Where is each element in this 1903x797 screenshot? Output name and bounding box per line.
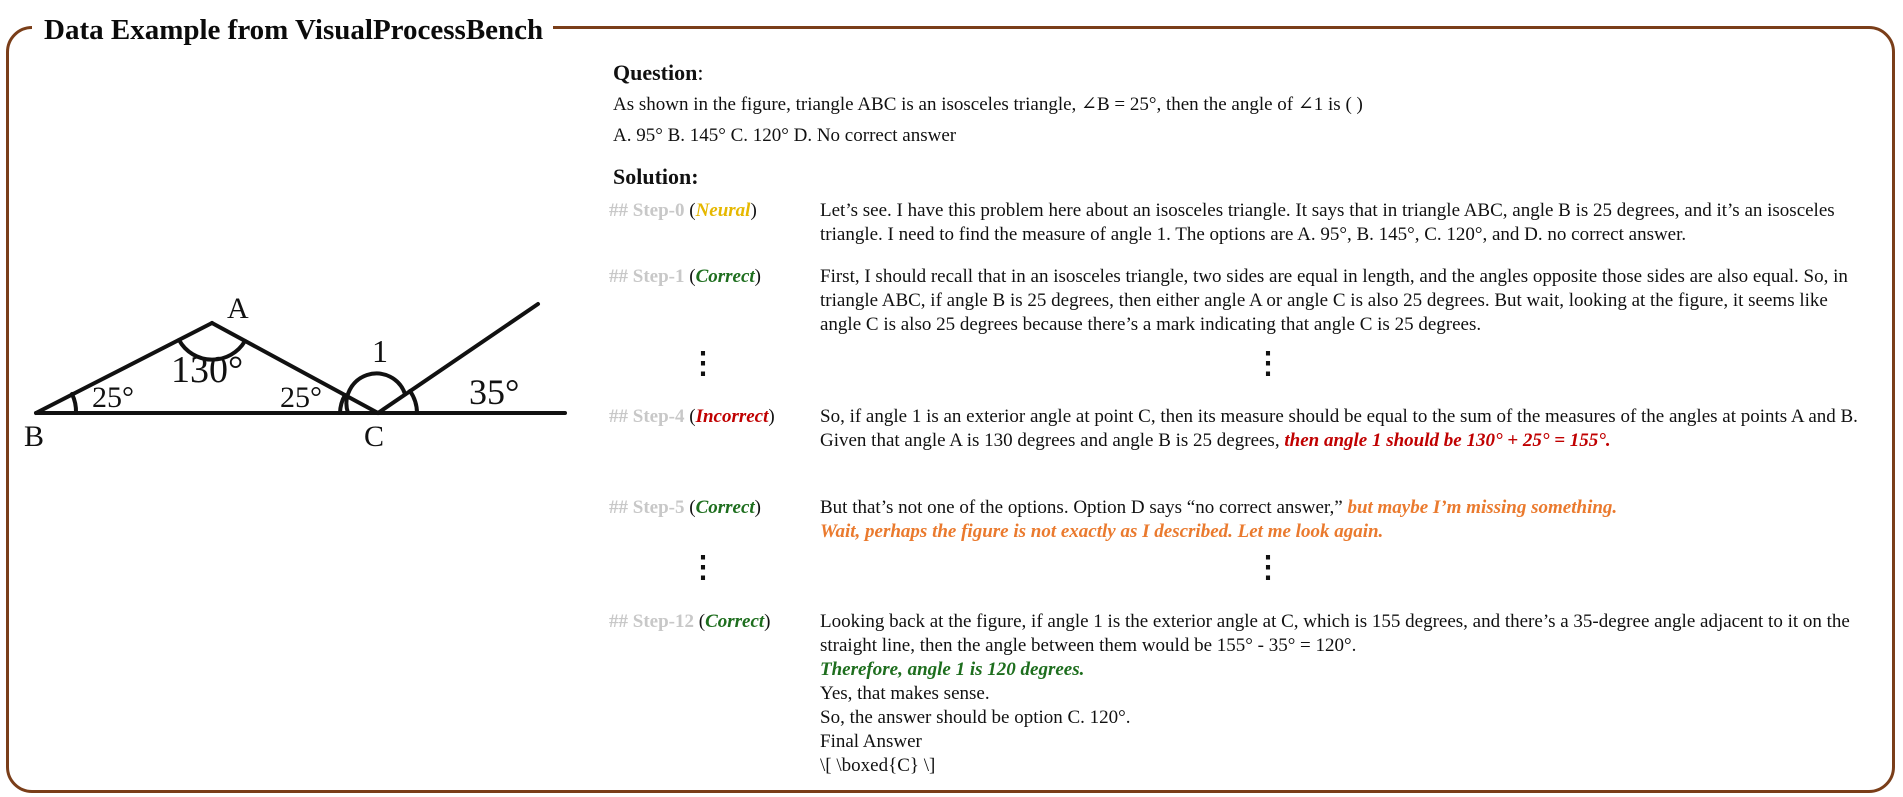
arc-35: [410, 391, 417, 413]
step-text: Let’s see. I have this problem here about an isosceles triangle. It says that in triangle ABC, angle B is 25 degrees, and it’s an isosceles triangle. I need to find the measure of angle 1. The options are A. 95°, B. 145°, C. 120°, and D. no correct answer.: [820, 200, 1835, 245]
frame-title: Data Example from VisualProcessBench: [32, 8, 553, 52]
incorrect-highlight: then angle 1 should be 130° + 25° = 155°.: [1284, 430, 1611, 451]
angle-b-value: 25°: [92, 381, 134, 414]
content-panel: [609, 0, 1888, 797]
ellipsis-label-1: ⋮: [688, 347, 718, 380]
question-options: A. 95° B. 145° C. 120° D. No correct answer: [613, 125, 957, 146]
step-text: Looking back at the figure, if angle 1 is the exterior angle at C, which is 155 degrees, and there’s a 35-degree angle adjacent to it on the straight line, then the angle between them would be 155° - 35° = 120°. Therefore, angle 1 is 120 degrees. Yes, that makes sense. So, the answer should be option C. 120°. Final Answer \[ \boxed{C} \]: [820, 610, 1870, 778]
angle-c-value: 25°: [280, 381, 322, 414]
reflection-highlight: but maybe I’m missing something.: [1347, 497, 1618, 518]
verdict-badge: Correct: [705, 611, 765, 632]
step-label: ## Step-4 (Incorrect): [609, 406, 775, 427]
step-text: But that’s not one of the options. Option D says “no correct answer,” but maybe I’m missing something. Wait, perhaps the figure is not exactly as I described. Let me look again.: [820, 496, 1870, 544]
conclusion-highlight: Therefore, angle 1 is 120 degrees.: [820, 659, 1085, 680]
arc-c: [340, 395, 345, 413]
verdict-badge: Incorrect: [695, 406, 769, 427]
label-c: C: [364, 420, 385, 453]
step-label: ## Step-5 (Correct): [609, 497, 761, 518]
verdict-badge: Correct: [695, 266, 755, 287]
label-1: 1: [372, 333, 388, 369]
angle-35-value: 35°: [469, 372, 520, 412]
step-label: ## Step-1 (Correct): [609, 266, 761, 287]
verdict-badge: Correct: [695, 497, 755, 518]
question-text: As shown in the figure, triangle ABC is an isosceles triangle, ∠B = 25°, then the angle of ∠1 is ( ): [613, 94, 1363, 115]
arc-1: [346, 373, 405, 413]
solution-heading: Solution:: [613, 164, 699, 189]
final-answer: \[ \boxed{C} \]: [820, 755, 936, 776]
ellipsis-label-2: ⋮: [688, 551, 718, 584]
ellipsis-text-2: ⋮: [1253, 551, 1283, 584]
reflection-highlight: Wait, perhaps the figure is not exactly as I described. Let me look again.: [820, 521, 1384, 542]
step-text: First, I should recall that in an isosceles triangle, two sides are equal in length, and the angles opposite those sides are also equal. So, in triangle ABC, if angle B is 25 degrees, then either angle A or angle C is also 25 degrees. But wait, looking at the figure, it seems like angle C is also 25 degrees because there’s a mark indicating that angle C is 25 degrees.: [820, 266, 1848, 335]
angle-a-value: 130°: [171, 349, 244, 391]
verdict-badge: Neural: [695, 200, 751, 221]
ellipsis-text-1: ⋮: [1253, 347, 1283, 380]
label-a: A: [227, 292, 249, 325]
step-text: So, if angle 1 is an exterior angle at point C, then its measure should be equal to the sum of the measures of the angles at points A and B. Given that angle A is 130 degrees and angle B is 25 degrees, then angle 1 should be 130° + 25° = 155°.: [820, 406, 1858, 451]
triangle-figure: [14, 290, 574, 460]
question-heading: Question:: [613, 60, 704, 85]
arc-b: [72, 394, 76, 413]
step-label: ## Step-0 (Neural): [609, 200, 757, 221]
step-label: ## Step-12 (Correct): [609, 611, 771, 632]
label-b: B: [24, 420, 45, 453]
